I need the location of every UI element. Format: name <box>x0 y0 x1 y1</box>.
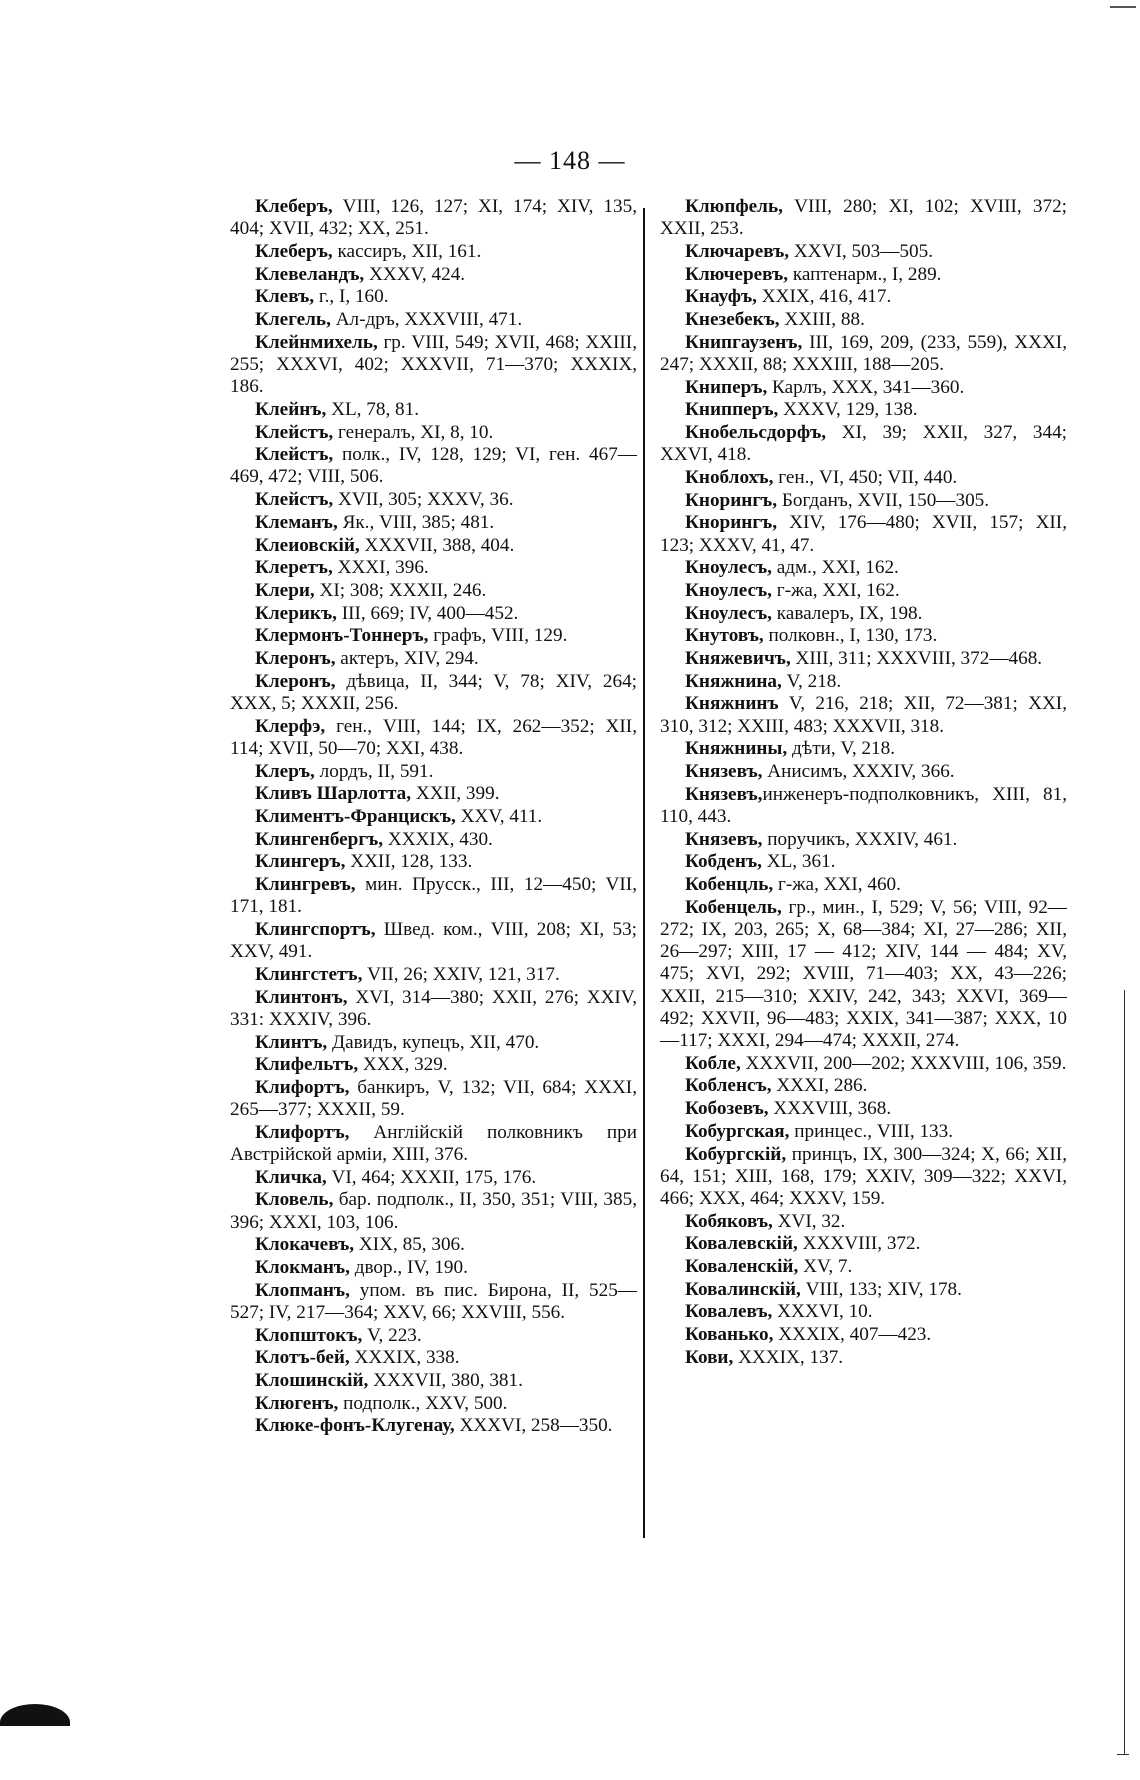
entry-headword: Клегель, <box>255 309 331 331</box>
entry-references: адм., XXI, 162. <box>771 557 899 579</box>
index-entry <box>660 580 1067 602</box>
index-entry <box>230 1280 637 1324</box>
entry-headword: Кличка, <box>255 1166 327 1188</box>
entry-headword: Княжнинъ <box>685 693 779 715</box>
index-entry <box>660 512 1067 556</box>
entry-references: XVII, 305; XXXV, 36. <box>333 489 514 511</box>
entry-headword: Клошинскій, <box>255 1370 369 1392</box>
column-divider <box>643 208 645 1538</box>
index-entry <box>660 693 1067 737</box>
entry-headword: Клюгенъ, <box>255 1392 339 1414</box>
index-entry <box>660 1053 1067 1075</box>
entry-references: кассиръ, XII, 161. <box>332 240 482 262</box>
entry-references: VIII, 280; XI, 102; XVIII, 372; XXII, 253. <box>660 196 1067 240</box>
index-entry <box>230 489 637 511</box>
index-entry <box>660 738 1067 760</box>
index-entry <box>230 1257 637 1279</box>
entry-references: XL, 361. <box>761 851 836 873</box>
entry-references: полковн., I, 130, 173. <box>763 625 938 647</box>
entry-headword: Клейнмихель, <box>255 331 378 353</box>
entry-headword: Клингенбергъ, <box>255 828 384 850</box>
entry-headword: Клингеръ, <box>255 851 346 873</box>
index-entry <box>230 557 637 579</box>
entry-references: VII, 26; XXIV, 121, 317. <box>362 963 560 985</box>
index-entry <box>230 1393 637 1415</box>
index-entry <box>230 422 637 444</box>
index-entry <box>660 196 1067 240</box>
entry-references: генералъ, XI, 8, 10. <box>333 421 494 443</box>
index-entry <box>230 332 637 399</box>
index-entry <box>660 897 1067 1052</box>
index-entry <box>230 580 637 602</box>
entry-headword: Кнауфъ, <box>685 286 757 308</box>
entry-headword: Кобле, <box>685 1052 741 1074</box>
entry-references: XXXIX, 338. <box>349 1347 460 1369</box>
entry-references: XV, 7. <box>798 1256 853 1278</box>
entry-headword: Клеретъ, <box>255 557 333 579</box>
index-entry <box>660 1144 1067 1211</box>
entry-references: XXXVIII, 372. <box>797 1233 921 1255</box>
entry-headword: Кливъ Шарлотта, <box>255 783 412 805</box>
index-entry <box>660 490 1067 512</box>
entry-headword: Клингспортъ, <box>255 919 376 940</box>
entry-headword: Ковалевъ, <box>685 1301 773 1323</box>
index-entry <box>230 671 637 715</box>
entry-headword: Князевъ, <box>685 828 763 850</box>
entry-headword: Клерикъ, <box>255 602 337 624</box>
index-entry <box>660 761 1067 783</box>
entry-references: каптенарм., I, 289. <box>788 263 942 285</box>
index-entry <box>660 1075 1067 1097</box>
entry-headword: Книпгаузенъ, <box>685 331 803 353</box>
entry-references: XXXIX, 430. <box>383 828 493 850</box>
index-entry <box>230 241 637 263</box>
entry-references: XXXVII, 200—202; XXXVIII, 106, 359. <box>740 1052 1067 1074</box>
index-entry <box>660 1324 1067 1346</box>
entry-headword: Княжнины, <box>685 738 788 760</box>
index-entry <box>660 1233 1067 1255</box>
entry-references: дѣти, V, 218. <box>787 738 895 760</box>
index-column-right <box>660 196 1067 1370</box>
index-entry <box>660 1256 1067 1278</box>
index-entry <box>230 987 637 1031</box>
index-entry <box>660 874 1067 896</box>
index-entry <box>230 874 637 918</box>
entry-headword: Кнорингъ, <box>685 512 778 534</box>
entry-references: XXV, 411. <box>455 805 543 827</box>
entry-references: VIII, 133; XIV, 178. <box>800 1278 962 1300</box>
entry-headword: Ключеревъ, <box>685 263 789 285</box>
entry-headword: Клейстъ, <box>255 489 334 511</box>
index-entry <box>230 1054 637 1076</box>
entry-references: XXXVI, 10. <box>772 1301 873 1323</box>
entry-references: III, 169, 209, (233, 559), XXXI, 247; XXXII, 88; XXXIII, 188—205. <box>660 331 1067 375</box>
index-entry <box>230 286 637 308</box>
entry-headword: Клифельтъ, <box>255 1054 359 1076</box>
entry-references: XXIX, 416, 417. <box>756 286 892 308</box>
entry-references: лордъ, II, 591. <box>314 760 434 782</box>
entry-references: XXXVII, 388, 404. <box>359 534 515 556</box>
entry-references: полк., IV, 128, 129; VI, ген. 467—469, 472; VIII, 506. <box>230 444 637 488</box>
entry-references: Англійскій полковникъ при Австрійской арміи, XIII, 376. <box>230 1121 637 1166</box>
entry-references: гр. VIII, 549; XVII, 468; XXIII, 255; XXXVI, 402; XXXVII, 71—370; XXXIX, 186. <box>230 331 637 398</box>
index-entry <box>660 784 1067 828</box>
entry-headword: Кобургскій, <box>685 1143 787 1165</box>
entry-references: XXXI, 396. <box>332 557 429 579</box>
entry-references: мин. Прусск., III, 12—450; VII, 171, 181. <box>230 874 637 918</box>
index-entry <box>230 512 637 534</box>
entry-headword: Кобяковъ, <box>685 1210 773 1232</box>
entry-references: V, 223. <box>362 1324 422 1346</box>
index-entry <box>660 1301 1067 1323</box>
index-entry <box>660 422 1067 466</box>
entry-references: принцъ, IX, 300—324; X, 66; XII, 64, 151; XIII, 168, 179; XXIV, 309—322; XXVI, 466; XXX, 464; XXXV, 159. <box>660 1143 1067 1209</box>
entry-headword: Клопманъ, <box>255 1279 350 1301</box>
entry-headword: Кноулесъ, <box>685 602 772 624</box>
index-entry <box>660 851 1067 873</box>
corner-scan-mark <box>1110 6 1136 8</box>
entry-headword: Клермонъ-Тоннеръ, <box>255 625 429 647</box>
index-entry <box>230 761 637 783</box>
entry-headword: Ковалинскій, <box>685 1278 801 1300</box>
entry-references: V, 216, 218; XII, 72—381; XXI, 310, 312; XXIII, 483; XXXVII, 318. <box>660 693 1067 737</box>
entry-headword: Клевеландъ, <box>255 263 365 285</box>
entry-references: ген., VI, 450; VII, 440. <box>773 466 958 488</box>
entry-references: XXXV, 424. <box>364 263 466 285</box>
entry-references: бар. подполк., II, 350, 351; VIII, 385, 396; XXXI, 103, 106. <box>230 1189 637 1233</box>
index-entry <box>660 377 1067 399</box>
entry-references: кавалеръ, IX, 198. <box>771 602 923 624</box>
entry-references: VIII, 126, 127; XI, 174; XIV, 135, 404; XVII, 432; XX, 251. <box>230 196 637 240</box>
entry-references: XVI, 32. <box>772 1210 846 1232</box>
index-entry <box>230 625 637 647</box>
entry-references: Ал-дръ, XXXVIII, 471. <box>330 309 523 331</box>
entry-references: Анисимъ, XXXIV, 366. <box>762 761 955 783</box>
entry-headword: Клеронъ, <box>255 670 336 692</box>
entry-references: подполк., XXV, 500. <box>338 1392 508 1414</box>
entry-headword: Ключаревъ, <box>685 240 790 262</box>
index-entry <box>660 332 1067 376</box>
index-entry <box>660 557 1067 579</box>
entry-headword: Княжнина, <box>685 670 782 692</box>
entry-headword: Клейстъ, <box>255 444 334 466</box>
entry-references: XXX, 329. <box>358 1054 448 1076</box>
entry-references: XXIII, 88. <box>779 309 865 331</box>
entry-headword: Клотъ-бей, <box>255 1347 350 1369</box>
index-entry <box>660 286 1067 308</box>
index-entry <box>230 806 637 828</box>
entry-references: принцес., VIII, 133. <box>789 1120 954 1142</box>
entry-headword: Кнутовъ, <box>685 625 764 647</box>
entry-references: XXII, 399. <box>411 783 500 805</box>
entry-references: XXXVIII, 368. <box>768 1098 892 1120</box>
entry-references: дѣвица, II, 344; V, 78; XIV, 264; XXX, 5; XXXII, 256. <box>230 670 637 714</box>
entry-references: г-жа, XXI, 162. <box>771 579 900 601</box>
entry-headword: Клюпфель, <box>685 196 783 217</box>
entry-references: Швед. ком., VIII, 208; XI, 53; XXV, 491. <box>230 919 637 963</box>
index-entry <box>230 829 637 851</box>
index-entry <box>230 851 637 873</box>
entry-references: упом. въ пис. Бирона, II, 525—527; IV, 217—364; XXV, 66; XXVIII, 556. <box>230 1279 637 1323</box>
entry-references: XL, 78, 81. <box>326 398 420 420</box>
entry-headword: Клингревъ, <box>255 874 356 896</box>
page-edge-line <box>1124 990 1125 1755</box>
index-entry <box>230 1189 637 1233</box>
entry-headword: Князевъ, <box>685 783 763 805</box>
index-entry <box>230 1234 637 1256</box>
entry-headword: Клейстъ, <box>255 421 334 443</box>
index-column-left <box>230 196 637 1438</box>
index-entry <box>230 1347 637 1369</box>
entry-headword: Клеберъ, <box>255 196 333 217</box>
entry-references: г-жа, XXI, 460. <box>773 874 901 896</box>
index-entry <box>660 241 1067 263</box>
index-entry <box>230 648 637 670</box>
entry-references: актеръ, XIV, 294. <box>335 648 479 670</box>
entry-references: XXXI, 286. <box>771 1075 868 1097</box>
entry-headword: Климентъ-Францискъ, <box>255 805 456 827</box>
entry-references: XI; 308; XXXII, 246. <box>314 579 487 601</box>
entry-headword: Клери, <box>255 579 315 601</box>
entry-headword: Клопштокъ, <box>255 1324 363 1346</box>
entry-headword: Клеръ, <box>255 760 315 782</box>
entry-headword: Клифортъ, <box>255 1121 350 1143</box>
entry-references: Як., VIII, 385; 481. <box>337 511 495 533</box>
page-number: — 148 — <box>514 146 626 175</box>
index-entry <box>660 829 1067 851</box>
entry-headword: Кнезебекъ, <box>685 309 780 331</box>
index-entry <box>660 671 1067 693</box>
entry-references: XIX, 85, 306. <box>354 1234 465 1256</box>
entry-headword: Книперъ, <box>685 376 768 398</box>
entry-references: графъ, VIII, 129. <box>428 625 568 647</box>
entry-references: банкиръ, V, 132; VII, 684; XXXI, 265—377; XXXII, 59. <box>230 1076 637 1121</box>
entry-references: XXXVI, 258—350. <box>454 1415 613 1437</box>
index-entry <box>230 716 637 760</box>
index-entry <box>660 309 1067 331</box>
entry-headword: Кобургская, <box>685 1120 790 1142</box>
entry-references: ген., VIII, 144; IX, 262—352; XII, 114; XVII, 50—70; XXI, 438. <box>230 715 637 759</box>
entry-headword: Кнорингъ, <box>685 489 778 511</box>
index-entry <box>230 783 637 805</box>
entry-headword: Князевъ, <box>685 761 763 783</box>
entry-references: гр., мин., I, 529; V, 56; VIII, 92—272; IX, 203, 265; X, 68—384; XI, 27—286; XII, 26—297; XIII, 17 — 412; XIV, 144 — 484; XV, 475; XVI, 292; XVIII, 71—403; XX, 43—226; XXII, 215—310; XXIV, 242, 343; XXVI, 369—492; XXVII, 96—483; XXIX, 341—387; XXX, 10—117; XXXI, 294—474; XXXII, 274. <box>660 896 1067 1052</box>
index-entry <box>230 1122 637 1166</box>
index-entry <box>230 603 637 625</box>
index-entry <box>230 535 637 557</box>
entry-headword: Кобенцль, <box>685 874 774 896</box>
entry-references: г., I, 160. <box>314 286 389 308</box>
entry-references: III, 669; IV, 400—452. <box>336 602 519 624</box>
index-entry <box>660 1279 1067 1301</box>
entry-headword: Кови, <box>685 1346 734 1368</box>
entry-headword: Клеберъ, <box>255 240 333 262</box>
index-entry <box>660 1098 1067 1120</box>
index-entry <box>660 1211 1067 1233</box>
index-entry <box>230 444 637 488</box>
entry-references: XVI, 314—380; XXII, 276; XXIV, 331: XXXIV, 396. <box>230 986 637 1030</box>
entry-references: XXVI, 503—505. <box>789 240 933 262</box>
entry-headword: Книпперъ, <box>685 399 779 421</box>
entry-headword: Клокманъ, <box>255 1257 350 1279</box>
entry-headword: Кобденъ, <box>685 851 762 873</box>
entry-references: XXXVII, 380, 381. <box>368 1370 523 1392</box>
entry-references: XI, 39; XXII, 327, 344; XXVI, 418. <box>660 422 1067 466</box>
entry-headword: Кноблохъ, <box>685 466 774 488</box>
entry-headword: Кобленсъ, <box>685 1075 772 1097</box>
entry-headword: Клеронъ, <box>255 648 336 670</box>
entry-headword: Коваленскій, <box>685 1256 799 1278</box>
index-entry <box>230 1167 637 1189</box>
entry-headword: Кованько, <box>685 1324 774 1346</box>
entry-headword: Клифортъ, <box>255 1076 350 1098</box>
entry-headword: Клокачевъ, <box>255 1234 355 1256</box>
entry-references: Давидъ, купецъ, XII, 470. <box>327 1031 540 1053</box>
index-entry <box>660 1347 1067 1369</box>
index-entry <box>660 264 1067 286</box>
index-entry <box>660 399 1067 421</box>
entry-headword: Кобозевъ, <box>685 1098 769 1120</box>
entry-headword: Кноулесъ, <box>685 557 772 579</box>
entry-headword: Клинтонъ, <box>255 986 348 1008</box>
entry-references: XXXIX, 407—423. <box>773 1324 932 1346</box>
index-entry <box>230 919 637 963</box>
entry-references: XIII, 311; XXXVIII, 372—468. <box>790 648 1043 670</box>
index-entry <box>660 625 1067 647</box>
index-entry <box>230 1325 637 1347</box>
entry-headword: Клинтъ, <box>255 1031 328 1053</box>
entry-headword: Кобенцель, <box>685 896 782 918</box>
entry-headword: Клейнъ, <box>255 398 327 420</box>
index-entry <box>230 196 637 240</box>
entry-headword: Клеиовскій, <box>255 534 360 556</box>
entry-headword: Клингстетъ, <box>255 963 363 985</box>
index-entry <box>660 603 1067 625</box>
entry-references: XIV, 176—480; XVII, 157; XII, 123; XXXV, 41, 47. <box>660 512 1067 556</box>
page-edge-tick <box>1117 1754 1129 1755</box>
index-entry <box>660 648 1067 670</box>
ink-smudge <box>0 1704 70 1726</box>
entry-references: двор., IV, 190. <box>349 1257 468 1279</box>
entry-headword: Кноулесъ, <box>685 579 772 601</box>
index-entry <box>230 1077 637 1121</box>
entry-references: XXII, 128, 133. <box>345 851 473 873</box>
index-entry <box>230 1370 637 1392</box>
index-entry <box>230 309 637 331</box>
entry-headword: Клеманъ, <box>255 511 338 533</box>
index-entry <box>660 1121 1067 1143</box>
entry-headword: Кловель, <box>255 1189 334 1211</box>
index-entry <box>230 1415 637 1437</box>
index-entry <box>660 467 1067 489</box>
entry-references: XXXIX, 137. <box>733 1346 844 1368</box>
index-entry <box>230 264 637 286</box>
entry-headword: Кнобельсдорфъ, <box>685 422 827 444</box>
entry-references: Богданъ, XVII, 150—305. <box>777 489 990 511</box>
entry-references: Карлъ, XXX, 341—360. <box>767 376 965 398</box>
index-entry <box>230 399 637 421</box>
entry-references: V, 218. <box>781 670 842 692</box>
entry-headword: Клевъ, <box>255 286 315 308</box>
index-entry <box>230 1032 637 1054</box>
entry-references: XXXV, 129, 138. <box>778 399 918 421</box>
entry-references: инженеръ-подполковникъ, XIII, 81, 110, 443. <box>660 783 1067 827</box>
entry-headword: Ковалевскій, <box>685 1233 798 1255</box>
entry-references: поручикъ, XXXIV, 461. <box>762 828 958 850</box>
entry-references: VI, 464; XXXII, 175, 176. <box>326 1166 537 1188</box>
entry-headword: Клюке-фонъ-Клугенау, <box>255 1415 455 1437</box>
index-entry <box>230 964 637 986</box>
entry-headword: Клерфэ, <box>255 715 326 737</box>
entry-headword: Княжевичъ, <box>685 648 791 670</box>
